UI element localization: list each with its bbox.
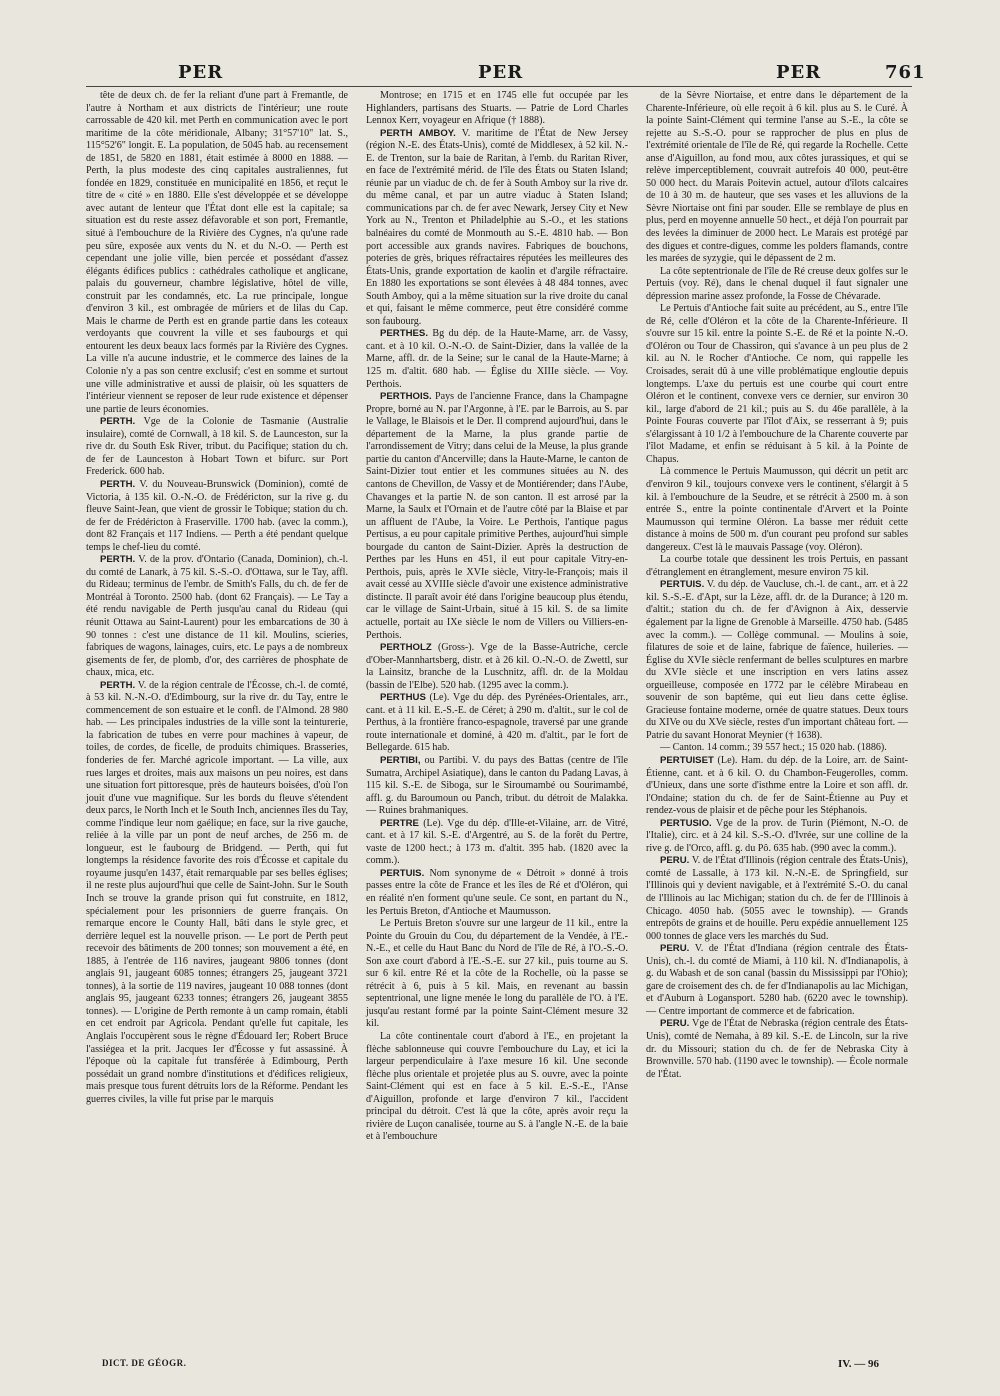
running-head-right: PER <box>776 62 822 83</box>
dictionary-entry <box>646 466 908 554</box>
dictionary-entry <box>366 328 628 391</box>
entry-text: Vge de l'État de Nebraska (région centrale des États-Unis), comté de Nemaha, à 89 kil. S.-E. de Lincoln, sur la rive dr. du Missouri; station du ch. de fer de Nebraska City à Brownville. 570 hab. (1190 avec le township). — École normale de l'État. <box>646 1018 908 1080</box>
dictionary-entry <box>366 90 628 128</box>
dictionary-entry <box>366 918 628 1031</box>
entry-headword: PERTUISET <box>660 754 714 766</box>
entry-headword: PERU. <box>660 1018 690 1030</box>
entry-text: V. maritime de l'État de New Jersey (région N.-E. des États-Unis), comté de Middlesex, à 52 kil. N.-E. de Trenton, sur la baie de Raritan, à l'emb. du Raritan River, en face de l'extrémité mérid. de l'île des États ou Staten Island; réunie par un viaduc de ch. de fer à South Amboy sur la rive dr. du même canal, et par un autre viaduc à Staten Island; communications par ch. de fer avec Newark, Jersey City et New York au N., Trenton et Philadelphie au S.-O., et les stations balnéaires du comté de Monmouth au S.-E. 4810 hab. — Bon port accessible aux grands navires. Fabriques de bouchons, poteries de grès, briques réfractaires réputées les meilleures des États-Unis, grande exportation de kaolin et d'argile réfractaire. En 1880 les exportations se sont élevées à 48 484 tonnes, avec South Amboy, qui a la même situation sur la rive droite du canal et qui, faisant le même commerce, peut être considéré comme son faubourg. <box>366 127 628 327</box>
entry-text: V. de la prov. d'Ontario (Canada, Dominion), ch.-l. du comté de Lanark, à 75 kil. S.-S.-O. d'Ottawa, sur le Tay, affl. du Rideau; terminus de l'embr. de Smith's Falls, du ch. de fer de Montréal à Toronto. 2500 hab. (dont 62 Français). — Le Tay a été rendu navigable de Perth jusqu'au canal du Rideau (qui réunit Ottawa au Saint-Laurent) pour les embarcations de 30 à 90 tonnes : c'est une distance de 11 kil. Moulins, scieries, fabriques de wagons, lainages, cuirs, etc. Le pays a de nombreux gisements de fer, de plomb, d'or, des carrières de phosphate de chaux, mica, etc. <box>86 554 348 679</box>
dictionary-entry <box>366 391 628 642</box>
dictionary-entry <box>366 755 628 818</box>
dictionary-entry <box>86 90 348 416</box>
entry-text: Vge de la prov. de Turin (Piémont, N.-O. de l'Italie), circ. et à 24 kil. S.-S.-O. d'Ivrée, sur une colline de la rive g. de l'Orco, affl. g. du Pô. 635 hab. (990 avec la comm.). <box>646 817 908 854</box>
dictionary-entry <box>366 1031 628 1144</box>
entry-text: Le Pertuis Breton s'ouvre sur une largeur de 11 kil., entre la Pointe du Grouin du Cou, du département de la Vendée, à l'E.-N.-E., et celle du Haut Banc du Nord de l'île de Ré, à l'O.-S.-O. Son axe court d'abord à l'E.-S.-E. sur 27 kil., puis tourne au S. sur 6 kil. entre Ré et la côte de la Rochelle, où la passe se rétrécit à 6, puis à 5 kil. Mais, en revenant au bassin septentrional, une ligne menée le long du parallèle de l'O. à l'E. jusqu'au restant formé par la pointe Saint-Clément mesure 32 kil. <box>366 918 628 1030</box>
dictionary-entry <box>646 1018 908 1081</box>
dictionary-entry <box>86 416 348 479</box>
dictionary-entry <box>366 692 628 755</box>
dictionary-entry <box>646 579 908 742</box>
page-number: 761 <box>885 62 926 83</box>
running-head-center: PER <box>478 62 524 83</box>
entry-headword: PERTH. <box>100 416 136 428</box>
footer-signature: IV. — 96 <box>838 1358 880 1370</box>
dictionary-entry <box>86 680 348 1107</box>
entry-text: Vge de la Colonie de Tasmanie (Australie insulaire), comté de Cornwall, à 18 kil. S. de Launceston, sur la rive dr. du South Esk River, tribut. du Pacifique; station du ch. de fer de Launceston à Hobart Town et bifurc. sur Port Frederick. 600 hab. <box>86 416 348 478</box>
dictionary-entry <box>646 303 908 466</box>
entry-text: (Gross-). Vge de la Basse-Autriche, cercle d'Ober-Mannhartsberg, distr. et à 26 kil. O.-N.-O. de Zwettl, sur la Lainsitz, branche de la Luschnitz, affl. dr. de la Moldau (bassin de l'Elbe). 520 hab. (1295 avec la comm.). <box>366 642 628 691</box>
entry-text: (Le). Vge du dép. des Pyrénées-Orientales, arr., cant. et à 11 kil. E.-S.-E. de Céret; à 290 m. d'altit., sur le col de Perthus, à la frontière franco-espagnole, traversé par une grande route internationale et dominé, à 420 m. d'altit., par le fort de Bellegarde. 615 hab. <box>366 692 628 754</box>
entry-headword: PERTH. <box>100 554 136 566</box>
entry-text: La côte continentale court d'abord à l'E., en projetant la flèche sablonneuse qui couvre l'embouchure du Lay, et ici la largeur perpendiculaire à l'axe mesure 16 kil. Une seconde flèche plus orientale et projetée plus au S. ouvre, avec la pointe Saint-Clément qui est en face à 5 kil. E.-S.-E., l'Anse d'Aiguillon, profonde et large d'environ 7 kil., l'accident principal du détroit. C'est là que la côte, après avoir reçu la rivière de Luçon canalisée, tourne au S. à l'angle N.-E. de la baie et à l'embouchure <box>366 1031 628 1143</box>
entry-headword: PERTRE <box>380 817 419 829</box>
entry-headword: PERTHOLZ <box>380 642 432 654</box>
column-2 <box>366 90 628 1144</box>
dictionary-entry <box>646 943 908 1018</box>
entry-headword: PERU. <box>660 943 690 955</box>
entry-text: Montrose; en 1715 et en 1745 elle fut occupée par les Highlanders, partisans des Stuarts. — Patrie de Lord Charles Lennox Kerr, voyageur en Afrique († 1888). <box>366 90 628 127</box>
header-rule <box>86 86 912 87</box>
entry-text: Là commence le Pertuis Maumusson, qui décrit un petit arc d'environ 9 kil., toujours convexe vers le continent, s'élargit à 5 kil. à l'embouchure de la Seudre, et se rétrécit à 2500 m. à son entrée S., entre la pointe continentale d'Arvert et la Pointe Maumusson qui termine Oléron. La basse mer réduit cette distance à moins de 500 m. d'un courant peu profond sur sables dangereux. C'est là le mauvais Passage (voy. Oléron). <box>646 466 908 553</box>
entry-headword: PERTUIS. <box>660 579 705 591</box>
column-1 <box>86 90 348 1106</box>
entry-text: tête de deux ch. de fer la reliant d'une part à Fremantle, de l'autre à Northam et aux districts de l'intérieur; une route carrossable de 420 kil. met Perth en communication avec le port maritime de la côte méridionale, Albany; 31°57'10" lat. S., 115°52'6" longit. E. La population, de 5045 hab. au recensement de 1851, de 5820 en 1881, était estimée à 8000 en 1888. — Perth, la plus modeste des cinq capitales australiennes, fut fondée en 1829, constituée en municipalité en 1856, et reçut le titre de « cité » en 1880. Elle s'est développée et se développe avec autant de lenteur que l'État dont elle est la capitale; sa situation est du reste assez défavorable et son port, Fremantle, situé à l'embouchure de la Rivière des Cygnes, n'a qu'une rade peu sûre, exposée aux vents du N. et du N.-O. — Perth est cependant une jolie ville, bien percée et possédant d'assez élégants édifices publics : cathédrales catholique et anglicane, palais du gouverneur, chambre législative, hôtel de ville, construit par les condamnés, etc. La rue principale, longue d'environ 3 kil., est ombragée de mûriers et de lilas du Cap. Mais le charme de Perth est en grande partie dans les coteaux verdoyants que couvrent la ville et ses faubourgs et qui entourent les deux beaux lacs formés par la Rivière des Cygnes. La ville n'a aucune industrie, et le commerce des laines de la Colonie n'y a pas son centre exclusif; c'est en somme et surtout une ville administrative et aussi de plaisir, où les squatters de l'intérieur viennent se reposer de leur rude existence et dépenser une partie de leurs économies. <box>86 90 348 415</box>
dictionary-entry <box>646 266 908 304</box>
entry-headword: PERTIBI, <box>380 754 421 766</box>
entry-headword: PERTUSIO. <box>660 817 712 829</box>
entry-text: V. de la région centrale de l'Écosse, ch.-l. de comté, à 53 kil. N.-N.-O. d'Edimbourg, sur la rive dr. du Tay, entre le commencement de son estuaire et le confl. de l'Almond. 28 980 hab. — Les principales industries de la ville sont la teinturerie, la fabrication de tubes en verre pour machines à vapeur, de toiles, de cordes, de ficelle, de produits chimiques. Brasseries, fonderies de fer. Marché agricole important. — La ville, aux rues larges et droites, mais aux maisons un peu noires, est dans une situation fort pittoresque, près de hauteurs boisées, d'où l'on jouit d'une vue magnifique. Sur les bords du fleuve s'étendent deux parcs, le North Inch et le South Inch, anciennes îles du Tay, comme l'indique leur nom gaélique; en face, sur la rive gauche, reliée à la ville par un pont de neuf arches, de 256 m. de longueur, est le faubourg de Bridgend. — Perth, qui fut longtemps la résidence favorite des rois d'Écosse et capitale du royaume jusqu'en 1437, était remarquable par ses belles églises; il ne reste plus aujourd'hui que celle de Saint-John. Sur le South Inch se trouve la grande prison qui fut construite, en 1812, spécialement pour les prisonniers de guerre français. On remarque encore le County Hall, bâti dans le style grec, et derrière lequel est la nouvelle prison. — Le port de Perth peut recevoir des bâtiments de 200 tonnes; son mouvement a été, en 1885, à l'entrée de 116 navires, jaugeant 9806 tonnes (dont anglais 91, jaugeant 6085 tonnes; étrangers 25, jaugeant 3721 tonnes), à la sortie de 119 navires, jaugeant 10 088 tonnes (dont anglais 95, jaugeant 6233 tonnes; étrangers 26, jaugeant 3855 tonnes). — L'origine de Perth remonte à un camp romain, établi en cet endroit par Agricola. Pendant qu'elle fut capitale, les Anglais l'occupèrent sous le règne d'Édouard Ier; Robert Bruce l'assiégea et la prit. Jacques Ier d'Écosse y fut assassiné. À l'époque où la capitale fut transférée à Edimbourg, Perth possédait un grand nombre d'institutions et d'édifices religieux, mais presque tous furent détruits lors de la Réforme. Pendant les guerres civiles, la ville fut prise par le marquis <box>86 679 348 1105</box>
dictionary-entry <box>86 479 348 554</box>
entry-text: V. de l'État d'Illinois (région centrale des États-Unis), comté de Lassalle, à 173 kil. N.-N.-E. de Springfield, sur l'Illinois qui y devient navigable, et à l'extrémité S.-O. du canal de l'Illinois au lac Michigan; station du ch. de fer de l'Illinois à Chicago. 4050 hab. (5055 avec le township). — Grands entrepôts de grains et de houille. Peru expédie annuellement 125 000 tonnes de glace vers les marchés du Sud. <box>646 855 908 942</box>
entry-text: (Le). Vge du dép. d'Ille-et-Vilaine, arr. de Vitré, cant. et à 17 kil. S.-E. d'Argentré, au S. de la forêt du Pertre, vaste de 1200 hect.; à 173 m. d'altit. 395 hab. (1820 avec la comm.). <box>366 817 628 867</box>
dictionary-entry <box>366 128 628 329</box>
dictionary-entry <box>646 855 908 943</box>
entry-headword: PERTUIS. <box>380 867 425 879</box>
entry-headword: PERTHUS <box>380 692 426 704</box>
entry-text: Pays de l'ancienne France, dans la Champagne Propre, borné au N. par l'Argonne, à l'E. par le Barrois, au S. par le Vallage, le Blaisois et le Der. Il comprend aujourd'hui, dans le département de la Marne, la plus grande partie de l'arrondissement de Vitry; dans celui de la Meuse, la plus grande partie du canton d'Ancerville; dans la Haute-Marne, le canton de Saint-Dizier tout entier et les communes situées au N. des cantons de Chevillon, de Vassy et de Montiérender; dans l'Aube, Chavanges et la partie N. de son canton. Il est arrosé par la Marne, la Saulx et l'Ornain et de l'autre côté par la Blaise et par un affluent de l'Aube, la Voire. Le Perthois, l'antique pagus Pertisus, a eu pour capitale primitive Perthes, aujourd'hui simple bourgade du canton de Saint-Dizier. Après la destruction de Perthes par les Huns en 451, il eut pour capitale Vitry-en-Perthois, puis, après le XVIe siècle, Vitry-le-François; mais il avait cessé au XVIIIe siècle d'avoir une existence administrative distincte. Il paraît avoir été dans l'origine beaucoup plus étendu, car le village de Saint-Urbain, situé à 15 kil. S. de sa limite actuelle, portait au IXe siècle le nom de Villers ou Villiers-en-Perthois. <box>366 391 628 641</box>
entry-text: La côte septentrionale de l'île de Ré creuse deux golfes sur le Pertuis (voy. Ré), dans le chenal duquel il faut signaler une dépression marine assez profonde, la Fosse de Chévarade. <box>646 265 908 302</box>
entry-text: Bg du dép. de la Haute-Marne, arr. de Vassy, cant. et à 10 kil. O.-N.-O. de Saint-Dizier, dans la vallée de la Marne, affl. dr. de la Seine; sur le canal de la Haute-Marne; à 125 m. d'altit. 680 hab. — Église du XIIIe siècle. — Voy. Perthois. <box>366 328 628 390</box>
entry-text: La courbe totale que dessinent les trois Pertuis, en passant d'étranglement en étranglement, mesure environ 75 kil. <box>646 554 908 578</box>
entry-headword: PERU. <box>660 855 690 867</box>
entry-headword: PERTHOIS. <box>380 391 432 403</box>
dictionary-entry <box>646 554 908 579</box>
entry-headword: PERTH. <box>100 478 136 490</box>
entry-text: Le Pertuis d'Antioche fait suite au précédent, au S., entre l'île de Ré, celle d'Oléron et la côte de la Charente-Inférieure. Il s'ouvre sur 15 kil. entre la pointe S.-E. de Ré et la pointe N.-O. d'Oléron ou Tour de Chassiron, qui s'avance à un peu plus de 2 kil. au N. le Rocher d'Antioche. Ce nom, qui rappelle les Croisades, serait dû à une ville problématique engloutie depuis longtemps. L'axe du pertuis est une courbe qui court entre Oléron et le continent, convexe vers ce dernier, sur environ 30 kil., large d'abord de 21 kil.; puis au S. du 46e parallèle, à la Pointe Fouras couverte par l'îlot d'Aix, se resserrant à 9; puis s'élargissant à 10 1/2 à l'embouchure de la Charente couverte par l'îlot Madame, et enfin se réduisant à 5 kil. à la Pointe de Chapus. <box>646 303 908 465</box>
entry-headword: PERTH. <box>100 679 136 691</box>
entry-text: — Canton. 14 comm.; 39 557 hect.; 15 020 hab. (1886). <box>660 742 887 754</box>
running-head-left: PER <box>178 62 224 83</box>
entry-text: V. du dép. de Vaucluse, ch.-l. de cant., arr. et à 22 kil. S.-S.-E. d'Apt, sur la Lèze, affl. dr. de la Durance; à 120 m. d'altit.; station du ch. de fer d'Avignon à Aix, desservie également par la ligne de Grenoble à Marseille. 4750 hab. (5485 avec la comm.). — Collège communal. — Moulins à soie, filatures de soie et de laine, fabrique de faïence, huileries. — Église du XVIe siècle renfermant de belles sculptures en marbre du XVIe siècle et une inscription en vers latins assez orgueilleuse, composée en 1772 par le célèbre Mirabeau en souvenir de son baptême, qui eut lieu dans cette église. Gracieuse fontaine moderne, ornée de quatre statues. Deux tours du XIVe ou du XVe siècle, restes d'un important château fort. — Patrie du savant Honorat Meynier († 1638). <box>646 579 908 741</box>
dictionary-entry <box>646 755 908 818</box>
entry-text: ou Partibi. V. du pays des Battas (centre de l'île Sumatra, Archipel Asiatique), dans le canton du Padang Lavas, à 115 kil. S.-E. de Siboga, sur le Siroumambé ou Sourimambé, affl. g. du Baroumoun ou Panch, tribut. du détroit de Malakka. — Ruines brahmaniques. <box>366 754 628 817</box>
entry-text: V. du Nouveau-Brunswick (Dominion), comté de Victoria, à 135 kil. O.-N.-O. de Frédéricton, sur la rive g. du fleuve Saint-Jean, que vient de grossir le Tobique; station du ch. de fer de Frédéricton à Fraserville. 1700 hab. (avec la comm.), dont 82 Français et 117 Indiens. — Perth a été pendant quelque temps le chef-lieu du comté. <box>86 478 348 553</box>
entry-text: (Le). Ham. du dép. de la Loire, arr. de Saint-Étienne, cant. et à 6 kil. O. du Chambon-Feugerolles, comm. d'Unieux, dans une sorte d'isthme entre la Loire et son affl. dr. l'Ondaine; station du ch. de fer de Saint-Étienne au Puy et rendez-vous de plaisir et de pêche pour les Stéphanois. <box>646 754 908 817</box>
dictionary-entry <box>366 642 628 692</box>
entry-text: Nom synonyme de « Détroit » donné à trois passes entre la côte de France et les îles de Ré et d'Oléron, qui en réalité n'en forment qu'une seule. Ce sont, en partant du N., les Pertuis Breton, d'Antioche et Maumusson. <box>366 867 628 917</box>
entry-text: V. de l'État d'Indiana (région centrale des États-Unis), ch.-l. du comté de Miami, à 110 kil. N. d'Indianapolis, à g. du Wabash et de son canal (bassin du Mississippi par l'Ohio); gare de croisement des ch. de fer d'Indianapolis au lac Michigan, et d'Auburn à Logansport. 5280 hab. (6220 avec le township). — Centre important de commerce et de fabrication. <box>646 943 908 1017</box>
dictionary-entry <box>646 742 908 755</box>
dictionary-entry <box>646 90 908 266</box>
dictionary-entry <box>86 554 348 679</box>
dictionary-entry <box>646 818 908 856</box>
dictionary-entry <box>366 868 628 918</box>
entry-text: de la Sèvre Niortaise, et entre dans le département de la Charente-Inférieure, où elle reçoit à 6 kil. plus au S. le Curé. À la pointe Saint-Clément qui termine l'anse au S.-E., la côte se rejette au S.-S.-O. pour se rapprocher de plus en plus de l'extrémité orientale de l'île de Ré, qui regarde la Rochelle. Cette anse d'Aiguillon, au fond mou, aux côtes jurassiques, et qui se relève imperceptiblement, couvrait autrefois 40 000, peut-être 50 000 hect. du Marais Poitevin actuel, autour d'îlots calcaires de 10 à 30 m. de hauteur, que ses vases et les alluvions de la Sèvre Niortaise ont fini par souder. Elle se remblaye de plus en plus, perd en moyenne annuelle 50 hect., et déjà l'on pourrait par des levées la diminuer de 2000 hect. Le Marais est protégé par des digues et contre-digues, comme les polders flamands, contre les marées de syzygie, qui le dépassent de 2 m. <box>646 90 908 265</box>
column-3 <box>646 90 908 1081</box>
footer-left: DICT. DE GÉOGR. <box>102 1358 187 1368</box>
dictionary-entry <box>366 818 628 868</box>
entry-headword: PERTHES. <box>380 328 428 340</box>
entry-headword: PERTH AMBOY. <box>380 127 456 139</box>
